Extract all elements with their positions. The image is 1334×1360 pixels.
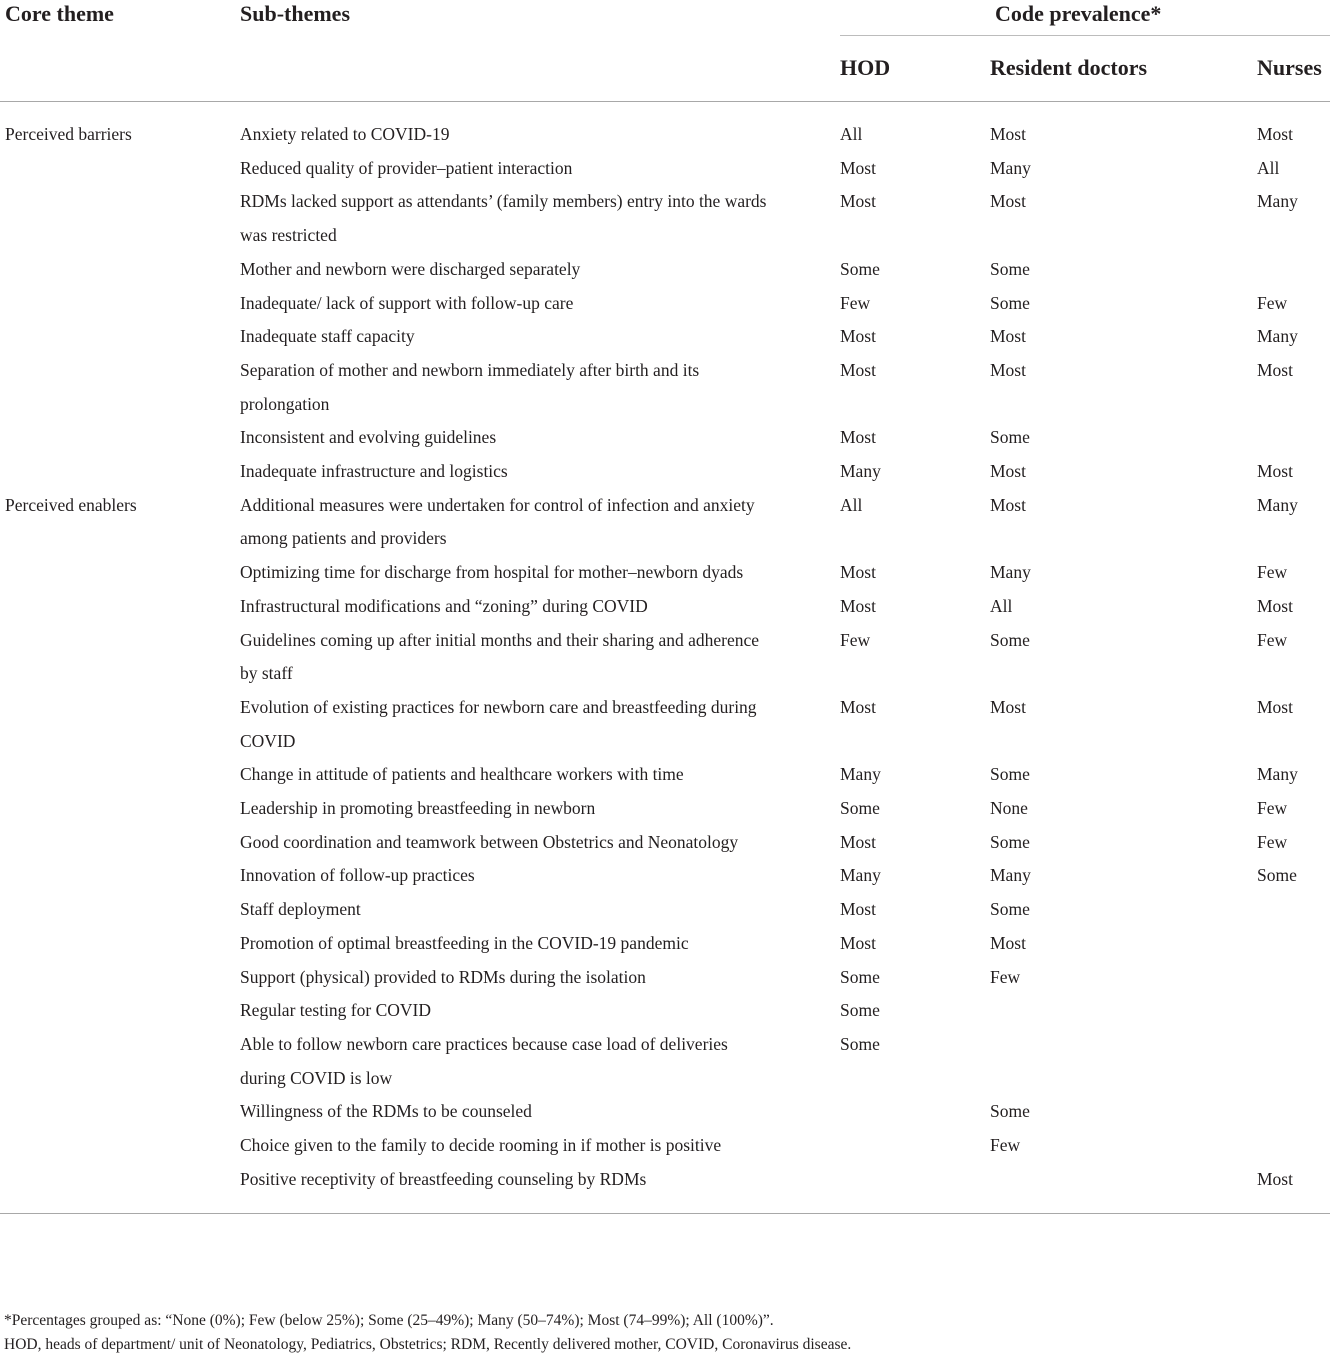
- core-theme-cell: [0, 1028, 240, 1095]
- resident-doctors-cell: Most: [990, 124, 1026, 144]
- resident-doctors-cell: Most: [990, 494, 1026, 515]
- hod-cell: Some: [840, 1033, 880, 1054]
- hod-cell: Few: [840, 292, 871, 313]
- core-theme-cell: [0, 556, 240, 590]
- sub-theme-cell: Positive receptivity of breastfeeding counseling by RDMs: [240, 1163, 840, 1213]
- resident-doctors-cell: Many: [990, 865, 1031, 886]
- hod-cell: Some: [840, 258, 880, 279]
- hod-cell: Most: [840, 932, 876, 953]
- hod-cell: Many: [840, 865, 881, 886]
- sub-theme-cell: Evolution of existing practices for newborn care and breastfeeding during COVID: [240, 696, 757, 751]
- header-code-prevalence: Code prevalence*: [840, 0, 1330, 36]
- resident-doctors-cell: Some: [990, 764, 1030, 785]
- hod-cell: Most: [840, 696, 876, 717]
- core-theme-cell: [0, 354, 240, 421]
- table-row: [0, 1163, 1330, 1213]
- sub-theme-cell: Separation of mother and newborn immediately after birth and its prolongation: [240, 359, 700, 414]
- hod-cell: [840, 1095, 990, 1129]
- core-theme-cell: [0, 253, 240, 287]
- hod-cell: Many: [840, 461, 881, 482]
- hod-cell: Most: [840, 595, 876, 616]
- nurses-cell: [1257, 1095, 1330, 1129]
- header-nurses: Nurses: [1257, 36, 1330, 102]
- resident-doctors-cell: Most: [990, 326, 1026, 347]
- table-row: [0, 826, 1330, 860]
- sub-theme-cell: Optimizing time for discharge from hospital for mother–newborn dyads: [240, 562, 744, 583]
- footnote-percentages: *Percentages grouped as: “None (0%); Few (below 25%); Some (25–49%); Many (50–74%); Most (74–99%); All (100%)”.: [4, 1312, 774, 1329]
- core-theme-cell: [0, 1163, 240, 1213]
- header-core-theme: Core theme: [5, 1, 114, 26]
- table-row: [0, 961, 1330, 995]
- sub-theme-cell: Anxiety related to COVID-19: [240, 124, 450, 144]
- resident-doctors-cell: Few: [990, 1135, 1021, 1156]
- sub-theme-cell: Regular testing for COVID: [240, 1000, 432, 1021]
- resident-doctors-cell: Most: [990, 191, 1026, 212]
- header-resident-doctors: Resident doctors: [990, 36, 1257, 102]
- table-row: [0, 927, 1330, 961]
- nurses-cell: [1257, 893, 1330, 927]
- resident-doctors-cell: Some: [990, 292, 1030, 313]
- sub-theme-cell: Additional measures were undertaken for control of infection and anxiety among patients and providers: [240, 494, 755, 549]
- table-row: [0, 624, 1330, 691]
- nurses-cell: Most: [1257, 124, 1293, 144]
- core-theme-cell: [0, 287, 240, 321]
- nurses-cell: [1257, 1028, 1330, 1095]
- hod-cell: Most: [840, 359, 876, 380]
- nurses-cell: Few: [1257, 292, 1288, 313]
- core-theme-cell: [0, 792, 240, 826]
- table-body: [0, 102, 1330, 1214]
- hod-cell: [840, 1129, 990, 1163]
- hod-cell: Some: [840, 798, 880, 819]
- resident-doctors-cell: Some: [990, 899, 1030, 920]
- nurses-cell: [1257, 961, 1330, 995]
- resident-doctors-cell: Many: [990, 562, 1031, 583]
- sub-theme-cell: Innovation of follow-up practices: [240, 865, 475, 886]
- nurses-cell: Few: [1257, 562, 1288, 583]
- core-theme-cell: [0, 994, 240, 1028]
- resident-doctors-cell: Some: [990, 629, 1030, 650]
- resident-doctors-cell: Some: [990, 258, 1030, 279]
- hod-cell: All: [840, 124, 863, 144]
- hod-cell: Most: [840, 831, 876, 852]
- table-row: [0, 1028, 1330, 1095]
- hod-cell: Some: [840, 1000, 880, 1021]
- hod-cell: Many: [840, 764, 881, 785]
- table-row: [0, 691, 1330, 758]
- resident-doctors-cell: [990, 1028, 1257, 1095]
- hod-cell: Most: [840, 562, 876, 583]
- sub-theme-cell: Able to follow newborn care practices because case load of deliveries during COVID is low: [240, 1033, 728, 1088]
- core-theme-cell: [0, 1095, 240, 1129]
- resident-doctors-cell: Many: [990, 157, 1031, 178]
- table-row: [0, 185, 1330, 252]
- sub-theme-cell: Good coordination and teamwork between Obstetrics and Neonatology: [240, 831, 739, 852]
- table-row: [0, 893, 1330, 927]
- table-row: [0, 1129, 1330, 1163]
- nurses-cell: Few: [1257, 831, 1288, 852]
- nurses-cell: Most: [1257, 1163, 1330, 1213]
- resident-doctors-cell: Most: [990, 359, 1026, 380]
- header-hod: HOD: [840, 36, 990, 102]
- sub-theme-cell: RDMs lacked support as attendants’ (family members) entry into the wards was restricted: [240, 191, 767, 246]
- sub-theme-cell: Promotion of optimal breastfeeding in the COVID-19 pandemic: [240, 932, 689, 953]
- table-row: [0, 421, 1330, 455]
- hod-cell: Most: [840, 899, 876, 920]
- nurses-cell: [1257, 1129, 1330, 1163]
- nurses-cell: Most: [1257, 359, 1293, 380]
- resident-doctors-cell: Some: [990, 831, 1030, 852]
- sub-theme-cell: Reduced quality of provider–patient interaction: [240, 157, 573, 178]
- resident-doctors-cell: Some: [990, 427, 1030, 448]
- nurses-cell: Most: [1257, 461, 1293, 482]
- table-row: [0, 1095, 1330, 1129]
- resident-doctors-cell: Most: [990, 461, 1026, 482]
- core-theme-cell: [0, 927, 240, 961]
- core-theme-cell: [0, 961, 240, 995]
- resident-doctors-cell: None: [990, 798, 1028, 819]
- core-theme-cell: [0, 320, 240, 354]
- resident-doctors-cell: [990, 994, 1257, 1028]
- nurses-cell: [1257, 421, 1330, 455]
- hod-cell: Some: [840, 966, 880, 987]
- nurses-cell: [1257, 994, 1330, 1028]
- sub-theme-cell: Inadequate/ lack of support with follow-up care: [240, 292, 574, 313]
- nurses-cell: [1257, 927, 1330, 961]
- table-row: [0, 152, 1330, 186]
- footnote-abbreviations: HOD, heads of department/ unit of Neonatology, Pediatrics, Obstetrics; RDM, Recently delivered mother, COVID, Coronavirus disease.: [4, 1336, 852, 1353]
- resident-doctors-cell: Most: [990, 932, 1026, 953]
- nurses-cell: Most: [1257, 696, 1293, 717]
- nurses-cell: Many: [1257, 764, 1298, 785]
- sub-theme-cell: Willingness of the RDMs to be counseled: [240, 1101, 532, 1122]
- resident-doctors-cell: Most: [990, 696, 1026, 717]
- resident-doctors-cell: [990, 1163, 1257, 1213]
- nurses-cell: Most: [1257, 595, 1293, 616]
- nurses-cell: Few: [1257, 629, 1288, 650]
- table-row: [0, 792, 1330, 826]
- header-spacer-core: [0, 36, 240, 102]
- sub-theme-cell: Inadequate infrastructure and logistics: [240, 461, 508, 482]
- sub-theme-cell: Inadequate staff capacity: [240, 326, 415, 347]
- nurses-cell: Few: [1257, 798, 1288, 819]
- table-row: [0, 320, 1330, 354]
- nurses-cell: Many: [1257, 191, 1298, 212]
- hod-cell: Most: [840, 157, 876, 178]
- table-row: [0, 556, 1330, 590]
- core-theme-cell: [0, 624, 240, 691]
- sub-theme-cell: Guidelines coming up after initial months and their sharing and adherence by staff: [240, 629, 760, 684]
- core-theme-cell: [0, 1129, 240, 1163]
- core-theme-cell: Perceived enablers: [5, 494, 137, 515]
- header-spacer-sub: [240, 36, 840, 102]
- core-theme-cell: [0, 185, 240, 252]
- table-row: [0, 287, 1330, 321]
- hod-cell: Few: [840, 629, 871, 650]
- hod-cell: Most: [840, 427, 876, 448]
- sub-theme-cell: Staff deployment: [240, 899, 361, 920]
- table-row: [0, 758, 1330, 792]
- sub-theme-cell: Infrastructural modifications and “zoning” during COVID: [240, 595, 648, 616]
- core-theme-cell: [0, 455, 240, 489]
- table-row: [0, 102, 1330, 152]
- core-theme-cell: [0, 691, 240, 758]
- footnotes: [4, 1309, 851, 1357]
- table-row: [0, 489, 1330, 556]
- table-row: [0, 253, 1330, 287]
- sub-theme-cell: Mother and newborn were discharged separately: [240, 258, 581, 279]
- sub-theme-cell: Choice given to the family to decide rooming in if mother is positive: [240, 1135, 722, 1156]
- core-theme-cell: [0, 826, 240, 860]
- core-theme-cell: [0, 893, 240, 927]
- table-row: [0, 590, 1330, 624]
- hod-cell: Most: [840, 326, 876, 347]
- core-theme-cell: [0, 421, 240, 455]
- nurses-cell: Many: [1257, 494, 1298, 515]
- core-theme-cell: [0, 152, 240, 186]
- table-row: [0, 994, 1330, 1028]
- table-row: [0, 354, 1330, 421]
- resident-doctors-cell: All: [990, 595, 1013, 616]
- table-row: [0, 859, 1330, 893]
- resident-doctors-cell: Few: [990, 966, 1021, 987]
- sub-theme-cell: Change in attitude of patients and healthcare workers with time: [240, 764, 684, 785]
- core-theme-cell: [0, 590, 240, 624]
- sub-theme-cell: Leadership in promoting breastfeeding in newborn: [240, 798, 596, 819]
- resident-doctors-cell: Some: [990, 1101, 1030, 1122]
- table-row: [0, 455, 1330, 489]
- sub-theme-cell: Support (physical) provided to RDMs during the isolation: [240, 966, 646, 987]
- hod-cell: All: [840, 494, 863, 515]
- nurses-cell: [1257, 253, 1330, 287]
- header-sub-themes: Sub-themes: [240, 1, 351, 26]
- hod-cell: [840, 1163, 990, 1213]
- core-theme-cell: [0, 859, 240, 893]
- sub-theme-cell: Inconsistent and evolving guidelines: [240, 427, 497, 448]
- core-theme-cell: Perceived barriers: [5, 124, 132, 144]
- nurses-cell: Many: [1257, 326, 1298, 347]
- hod-cell: Most: [840, 191, 876, 212]
- nurses-cell: All: [1257, 157, 1280, 178]
- nurses-cell: Some: [1257, 865, 1297, 886]
- core-theme-cell: [0, 758, 240, 792]
